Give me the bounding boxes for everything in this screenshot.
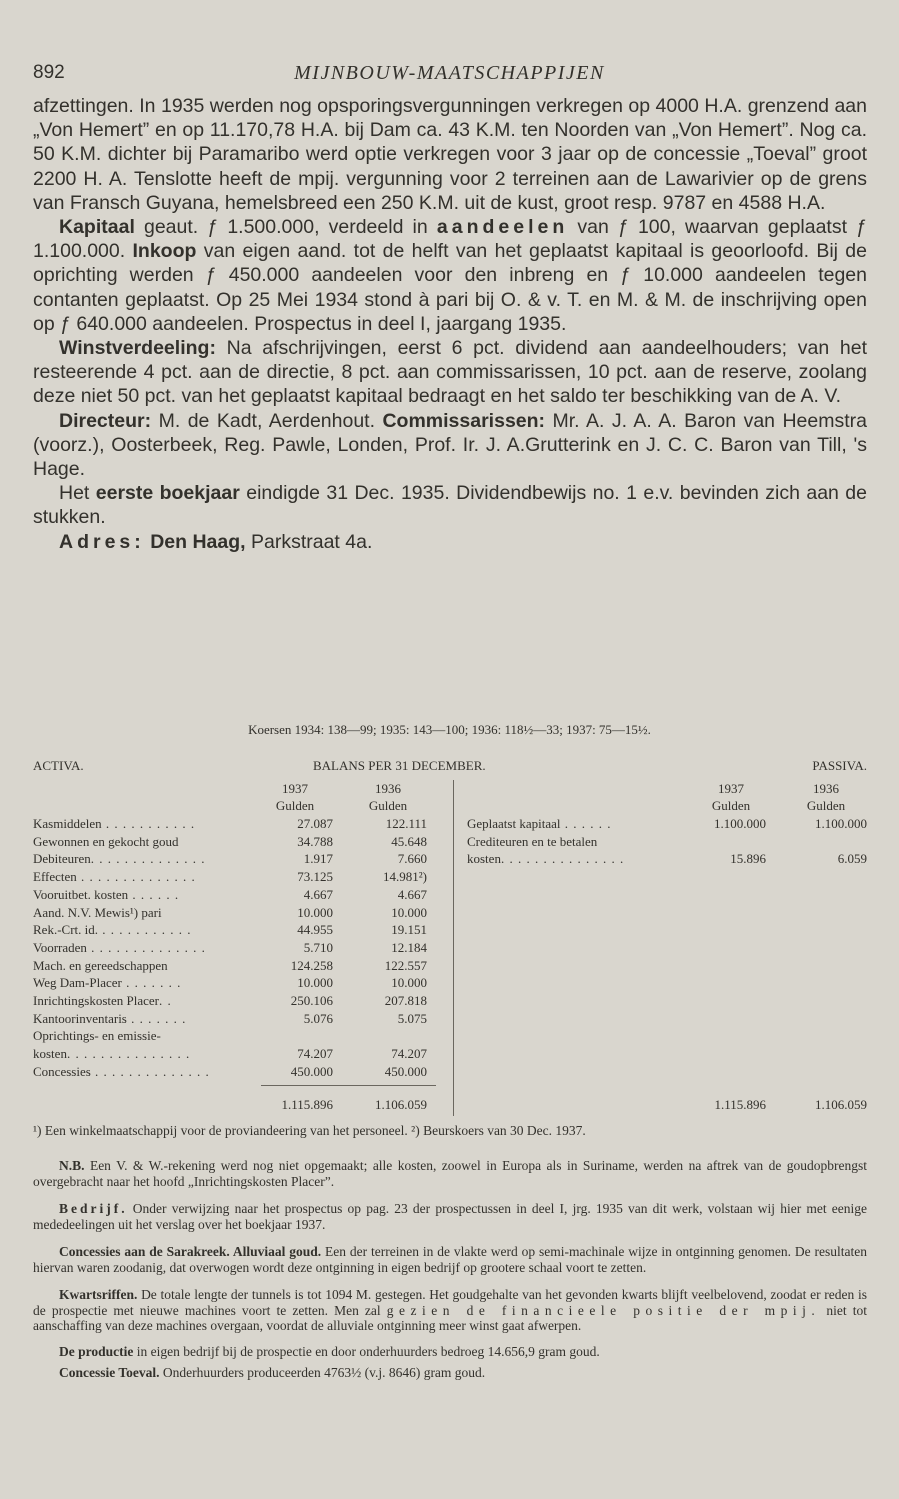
kapitaal-text-a: geaut. ƒ 1.500.000, verdeeld in [134,216,437,239]
aandeelen-label: aandeelen [436,216,569,239]
kapitaal-text-b: van ƒ 100, waarvan geplaatst ƒ 1.100.000. [33,216,867,263]
winst-text: Na afschrijvingen, eerst 6 pct. dividend aan aandeelhouders; van het resteerende 4 pct. aan de directie, 8 pct. aan commissarissen, 10 pct. aan de reserve, zoolang deze niet 50 pct. van het geplaatst kapitaal bedraagt en het saldo ter beschikking van de A. V. [33,337,867,408]
activa-row-label [33,1046,190,1062]
paragraph-afzettingen: afzettingen. In 1935 werden nog opsporingsvergunningen verkregen op 4000 H.A. grenzend aan „Von Hemert” en op 11.170,78 H.A. bij Dam ca. 43 K.M. ten Noorden van „Von Hemert”. Nog ca. 50 K.M. dichter bij Paramaribo werd optie verkregen voor 3 jaar op de concessie „Toeval” groot 2200 H. A. Tenslotte heeft de mpij. vergunning voor 2 terreinen aan de Lawarivier op de grens van Fransch Guyana, hemelsbreed een 250 K.M. uit de kust, groot resp. 9787 en 4588 H.A. [33,95,867,214]
activa-row-dots: . . . . . . . . . . . . . . [90,1063,210,1079]
activa-value-1936: 10.000 [391,975,427,991]
activa-value-1937: 450.000 [290,1063,333,1079]
passiva-row-name: Crediteuren en te betalen [467,833,598,849]
activa-value-1937: 10.000 [297,975,333,991]
boekjaar-label: eerste boekjaar [95,482,240,505]
activa-row-name: Kantoorinventaris [33,1010,127,1026]
activa-row-name: Oprichtings- en emissie- [33,1028,161,1044]
footnote [33,1123,867,1139]
activa-row-name: Debiteuren [33,851,91,867]
activa-row-dots: . . . . . . . . . . . . . . [86,939,206,955]
passiva-heading: PASSIVA. [812,758,867,773]
activa-value-1937: 4.667 [303,886,333,902]
balance-divider [453,780,454,1116]
activa-row-name: Concessies [33,1063,91,1079]
directeur-label: Directeur: [59,409,152,432]
adres-label: Adres: [59,530,145,553]
winst-label: Winstverdeeling: [59,337,216,360]
activa-row-label [33,887,179,903]
activa-row-dots: . . . . . . . . . . . . . . . [66,1046,191,1062]
paragraph-boekjaar [33,481,867,529]
boekjaar-text-a: Het [59,482,96,505]
activa-row-dots: . . . . . . . . . . . [98,922,192,938]
paragraph-directie [33,409,867,482]
activa-heading: ACTIVA. [33,758,84,773]
passiva-row-dots: . . . . . . [560,816,612,831]
col-head-passiva-1937: 1937 Gulden [711,781,751,813]
activa-row-name: Rek.-Crt. id. [33,922,98,938]
activa-row-name: Gewonnen en gekocht goud [33,833,179,849]
bedrijf-label: Bedrijf. [59,1201,128,1216]
passiva-total-1937: 1.115.896 [714,1097,766,1112]
activa-row-dots: . . . . . . . . . . . [101,816,196,831]
activa-value-1937: 34.788 [297,833,333,849]
activa-value-1936: 122.557 [384,957,427,973]
paragraph-winstverdeeling [33,336,867,409]
passiva-row-dots: . . . . . . . . . . . . . . . [500,851,625,867]
nb-label: N.B. [59,1158,85,1173]
paragraph-adres [33,530,867,554]
activa-value-1936: 4.667 [397,886,427,902]
kwartsriffen-text-a: De totale lengte der tunnels is tot 1094 M. gestegen. Het goudgehalte van het gevonden kwarts blijft veelbelovend, zoodat er reden is de prospectie met nieuwe machines voort te zetten. Men zal [33,1287,867,1318]
kwartsriffen-text-b: niet tot aanschaffing van deze machines overgaan, voordat de alluviale ontginning meer winst gaat afwerpen. [33,1302,868,1333]
activa-row-dots: . . . . . . . . . . . . . . [76,869,196,885]
activa-row-label [33,905,162,921]
inkoop-label: Inkoop [132,240,197,263]
activa-row-label [33,958,168,974]
note-nb [33,1158,867,1189]
activa-value-1937: 74.207 [297,1046,333,1062]
running-title: MIJNBOUW-MAATSCHAPPIJEN [294,62,605,84]
activa-row-label [33,1064,210,1080]
kwartsriffen-label: Kwartsriffen. [59,1287,138,1302]
activa-value-1937: 73.125 [297,869,333,885]
activa-value-1936: 19.151 [391,922,427,938]
passiva-value-1937: 1.100.000 [714,816,766,831]
note-kwartsriffen [33,1287,867,1334]
activa-row-name: Effecten [33,869,77,885]
note-toeval [33,1365,867,1381]
activa-value-1936: 12.184 [391,939,427,955]
activa-row-label [33,940,206,956]
col-head-activa-1937: 1937 Gulden [275,781,315,813]
kwartsriffen-spaced: gezien de financieele positie der mpij. [386,1302,821,1318]
passiva-value-1936: 1.100.000 [815,816,867,831]
passiva-total-1936: 1.106.059 [815,1097,867,1112]
activa-row-name: Weg Dam-Placer [33,975,122,991]
passiva-row-label [467,816,612,832]
activa-row-name: Vooruitbet. kosten [33,886,129,902]
activa-row-label [33,975,181,991]
col-head-passiva-1936: 1936 Gulden [806,781,846,813]
activa-value-1936: 14.981²) [383,869,427,885]
paragraph-kapitaal [33,215,867,336]
nb-text: Een V. & W.-rekening werd nog niet opgemaakt; alle kosten, zoowel in Europa als in Suriname, werden na aftrek van de goudopbrengst overgebracht naar het hoofd „Inrichtingskosten Placer”. [33,1158,867,1189]
activa-value-1937: 124.258 [290,957,333,973]
activa-row-dots: . . . . . . . [121,975,182,991]
note-productie [33,1344,867,1360]
activa-row-label [33,851,206,867]
activa-value-1936: 5.075 [397,1010,427,1026]
commissarissen-text: Mr. A. J. A. A. Baron van Heemstra (voorz.), Oosterbeek, Reg. Pawle, Londen, Prof. Ir. J. A.Grutterink en J. C. C. Baron van Till, 's Hage. [33,409,867,481]
concessies-label: Concessies aan de Sarakreek. Alluviaal goud. [59,1244,322,1259]
activa-row-name: Voorraden [33,939,87,955]
activa-row-dots: . . . . . . [128,886,180,902]
adres-city: Den Haag, [150,530,246,553]
directeur-text: M. de Kadt, Aerdenhout. [151,409,383,432]
koersen-line: Koersen 1934: 138—99; 1935: 143—100; 1936: 118½—33; 1937: 75—15½. [248,722,651,737]
activa-value-1936: 45.648 [391,833,427,849]
col-head-activa-1936: 1936 Gulden [368,781,408,813]
activa-row-name: Inrichtingskosten Placer [33,993,159,1008]
activa-row-dots: . . . . . . . [126,1010,187,1026]
balance-title: BALANS PER 31 DECEMBER. [313,758,486,773]
activa-value-1936: 207.818 [384,993,427,1008]
activa-value-1937: 27.087 [297,816,333,831]
page-number: 892 [33,62,65,83]
note-concessies [33,1244,867,1275]
passiva-row-label [467,834,597,850]
activa-total-rule [261,1085,436,1086]
activa-value-1937: 1.917 [303,851,333,867]
activa-row-label [33,993,172,1009]
productie-label: De productie [59,1343,134,1359]
balance-sheet [33,758,867,1120]
passiva-value-1936: 6.059 [837,851,867,867]
activa-value-1936: 10.000 [391,904,427,920]
toeval-text: Onderhuurders produceerden 4763½ (v.j. 8646) gram goud. [159,1365,486,1380]
activa-value-1937: 5.076 [303,1010,333,1026]
kapitaal-text-c: van eigen aand. tot de helft van het geplaatst kapitaal is geoorloofd. Bij de oprichting werden ƒ 450.000 aandeelen voor den inbreng en ƒ 10.000 aandeelen tegen contanten geplaatst. Op 25 Mei 1934 stond à pari bij O. & v. T. en M. & M. de inschrijving open op ƒ 640.000 aandeelen. Prospectus in deel I, jaargang 1935. [33,240,867,335]
toeval-label: Concessie Toeval. [59,1365,160,1380]
activa-total-1937: 1.115.896 [281,1097,333,1112]
kapitaal-label: Kapitaal [59,216,135,239]
passiva-value-1937: 15.896 [730,851,766,867]
activa-row-name: Kasmiddelen [33,816,102,831]
activa-total-1936: 1.106.059 [375,1097,427,1112]
activa-value-1936: 7.660 [397,851,427,867]
activa-row-dots: . . . . . . . . . . . . . . [90,851,206,867]
activa-value-1937: 44.955 [297,922,333,938]
boekjaar-text-b: eindigde 31 Dec. 1935. Dividendbewijs no. 1 e.v. bevinden zich aan de stukken. [33,482,867,529]
activa-value-1936: 450.000 [384,1063,427,1079]
passiva-row-name: Geplaatst kapitaal [467,816,561,831]
activa-value-1936: 74.207 [391,1046,427,1062]
bedrijf-text: Onder verwijzing naar het prospectus op pag. 23 der prospectussen in deel I, jrg. 1935 van dit werk, volstaan wij hier met eenige mededeelingen uit het verslag over het boekjaar 1937. [33,1201,867,1232]
activa-row-label [33,922,192,938]
balance-header [33,758,867,776]
activa-row-label [33,1011,186,1027]
activa-value-1937: 10.000 [297,904,333,920]
activa-row-name: Aand. N.V. Mewis¹) pari [33,904,162,920]
adres-street: Parkstraat 4a. [245,530,373,553]
activa-row-name: kosten [33,1046,67,1062]
passiva-row-label [467,851,624,867]
activa-value-1936: 122.111 [385,816,427,831]
activa-row-name: Mach. en gereedschappen [33,957,168,973]
activa-value-1937: 250.106 [290,993,333,1008]
concessies-text: Een der terreinen in de vlakte werd op semi-machinale wijze in ontginning genomen. De resultaten hiervan waren zoodanig, dat overwogen wordt deze ontginning in eigen bedrijf op grootere schaal voort te zetten. [33,1244,867,1275]
activa-row-dots: . . [159,993,172,1008]
page-header [33,62,866,88]
note-bedrijf [33,1201,867,1232]
activa-value-1937: 5.710 [303,939,333,955]
commissarissen-label: Commissarissen: [382,409,546,432]
activa-row-label [33,869,196,885]
activa-row-label [33,1028,161,1044]
activa-row-label [33,816,195,832]
footnote-text: ¹) Een winkelmaatschappij voor de proviandeering van het personeel. ²) Beurskoers van 30 Dec. 1937. [33,1123,586,1138]
productie-text: in eigen bedrijf bij de prospectie en door onderhuurders bedroeg 14.656,9 gram goud. [133,1343,600,1359]
activa-row-label [33,834,179,850]
notes-section [33,1158,867,1381]
passiva-row-name: kosten [467,851,501,867]
body-text [33,94,867,554]
